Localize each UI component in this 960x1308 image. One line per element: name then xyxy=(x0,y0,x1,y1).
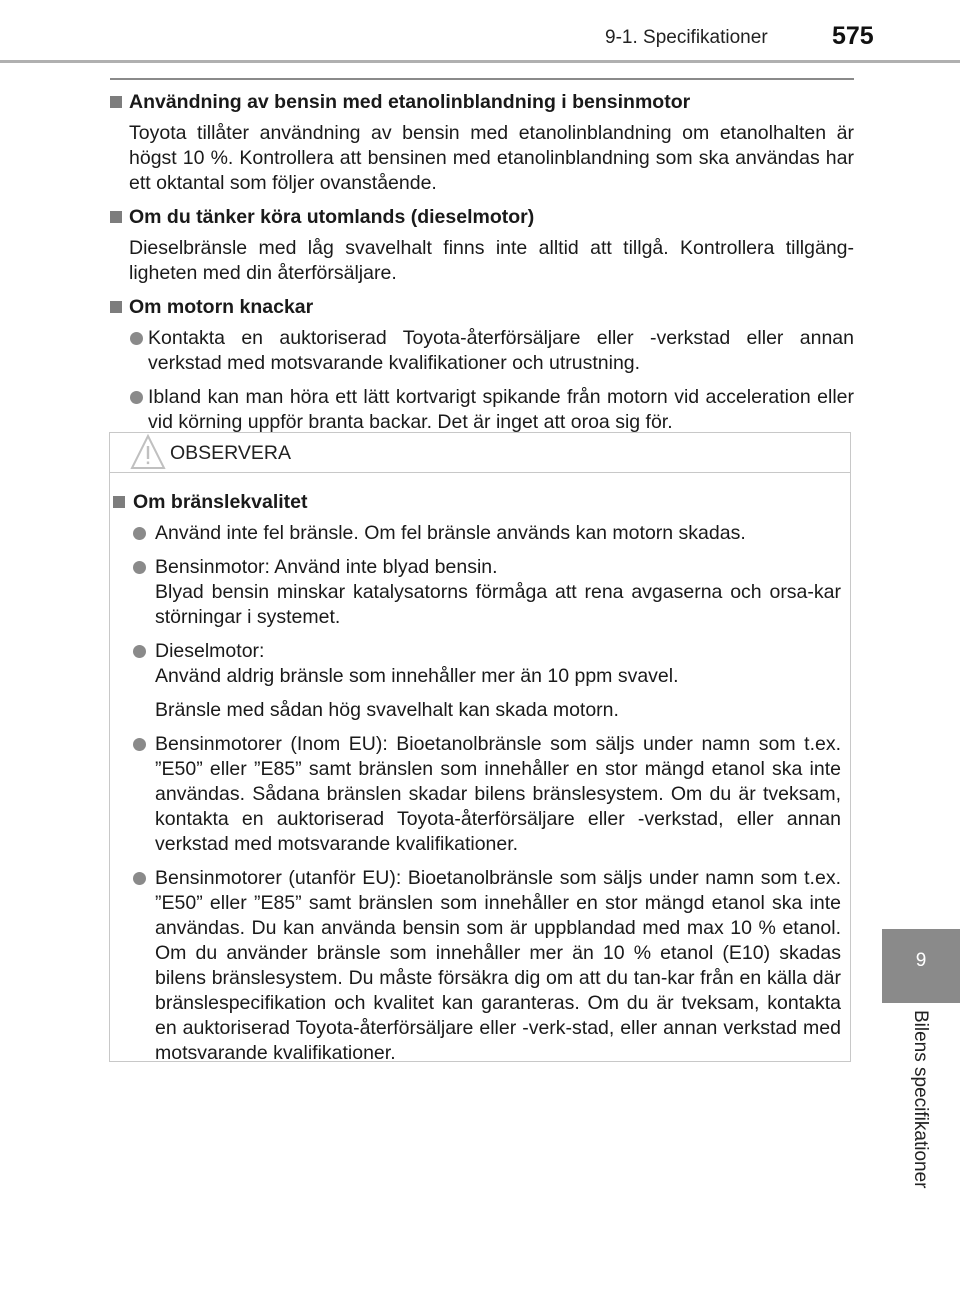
circle-bullet-icon xyxy=(133,645,146,658)
section-heading xyxy=(110,205,854,230)
list-item xyxy=(110,385,854,435)
caution-list-item xyxy=(113,555,841,630)
caution-item-text: Bensinmotor: Använd inte blyad bensin. xyxy=(155,556,498,578)
caution-box xyxy=(109,432,851,1062)
circle-bullet-icon xyxy=(133,561,146,574)
section-heading xyxy=(110,90,854,115)
caution-item-text: Bensinmotorer (Inom EU): Bioetanolbränsle som säljs under namn som t.ex. ”E50” eller ”E85” samt bränslen som innehåller en stor mängd etanol ska inte användas. Sådana bränslen skadar bilens bränslesystem. Om du är tveksam, kontakta en auktoriserad Toyota-återförsäljare eller -verkstad, eller annan verkstad med motsvarande kvalifikationer. xyxy=(155,733,841,855)
caution-list-item xyxy=(113,639,841,689)
page-number: 575 xyxy=(832,22,874,50)
section-paragraph: Toyota tillåter användning av bensin med etanolinblandning om etanolhalten är högst 10 %. Kontrollera att bensinen med etanolinblandning som ska användas har ett oktantal som följer ovanstående. xyxy=(129,122,854,194)
warning-triangle-icon xyxy=(130,433,166,476)
section-title: 9-1. Specifikationer xyxy=(605,27,768,48)
square-bullet-icon xyxy=(110,211,122,223)
chapter-tab xyxy=(882,929,960,1003)
caution-heading-text: Om bränslekvalitet xyxy=(133,491,308,513)
circle-bullet-icon xyxy=(133,738,146,751)
square-bullet-icon xyxy=(110,301,122,313)
section-heading-text: Om du tänker köra utomlands (dieselmotor) xyxy=(129,206,535,228)
caution-item-text: Använd aldrig bränsle som innehåller mer än 10 ppm svavel. xyxy=(155,665,679,687)
list-item xyxy=(110,326,854,376)
chapter-label: Bilens specifikationer xyxy=(910,1010,931,1189)
section-heading-text: Användning av bensin med etanolinblandning i bensinmotor xyxy=(129,91,691,113)
list-item-text: Kontakta en auktoriserad Toyota-återförsäljare eller -verkstad eller annan verkstad med motsvarande kvalifikationer och utrustning. xyxy=(148,327,854,374)
square-bullet-icon xyxy=(113,496,125,508)
circle-bullet-icon xyxy=(130,332,143,345)
caution-header xyxy=(110,433,850,473)
circle-bullet-icon xyxy=(130,391,143,404)
caution-list-item xyxy=(113,732,841,857)
content-top-rule xyxy=(110,78,854,80)
caution-item-text: Använd inte fel bränsle. Om fel bränsle används kan motorn skadas. xyxy=(155,522,746,544)
list-item-text: Ibland kan man höra ett lätt kortvarigt spikande från motorn vid acceleration eller vid körning uppför branta backar. Det är inget att oroa sig för. xyxy=(148,386,854,433)
caution-title: OBSERVERA xyxy=(170,442,292,464)
caution-body xyxy=(113,490,841,1075)
caution-list-item xyxy=(113,866,841,1066)
section-paragraph: Dieselbränsle med låg svavelhalt finns inte alltid att tillgå. Kontrollera tillgäng-ligheten med din återförsäljare. xyxy=(129,237,854,284)
main-content xyxy=(110,90,854,444)
chapter-number: 9 xyxy=(915,950,927,971)
caution-item-continuation: Bränsle med sådan hög svavelhalt kan skada motorn. xyxy=(155,699,619,721)
circle-bullet-icon xyxy=(133,872,146,885)
caution-list-item xyxy=(113,521,841,546)
caution-item-text: Dieselmotor: xyxy=(155,640,265,662)
page-header xyxy=(0,0,960,68)
caution-item-text: Blyad bensin minskar katalysatorns förmåga att rena avgaserna och orsa-kar störningar i systemet. xyxy=(155,581,841,628)
caution-item-text: Bensinmotorer (utanför EU): Bioetanolbränsle som säljs under namn som t.ex. ”E50” eller ”E85” samt bränslen som innehåller en stor mängd etanol ska inte användas. Du kan använda bensin som är uppblandad med max 10 % etanol. Om du använder bränsle som innehåller mer än 10 % etanol (E10) skadas bilens bränslesystem. Du måste försäkra dig om att du tan-kar från en källa där bränslespecifikation och kvalitet kan garanteras. Om du är tveksam, kontakta en auktoriserad Toyota-återförsäljare eller -verk-stad, eller annan verkstad med motsvarande kvalifikationer. xyxy=(155,867,841,1064)
square-bullet-icon xyxy=(110,96,122,108)
section-heading-text: Om motorn knackar xyxy=(129,296,314,318)
header-rule xyxy=(0,60,960,63)
circle-bullet-icon xyxy=(133,527,146,540)
caution-heading xyxy=(113,490,841,515)
section-heading xyxy=(110,295,854,320)
